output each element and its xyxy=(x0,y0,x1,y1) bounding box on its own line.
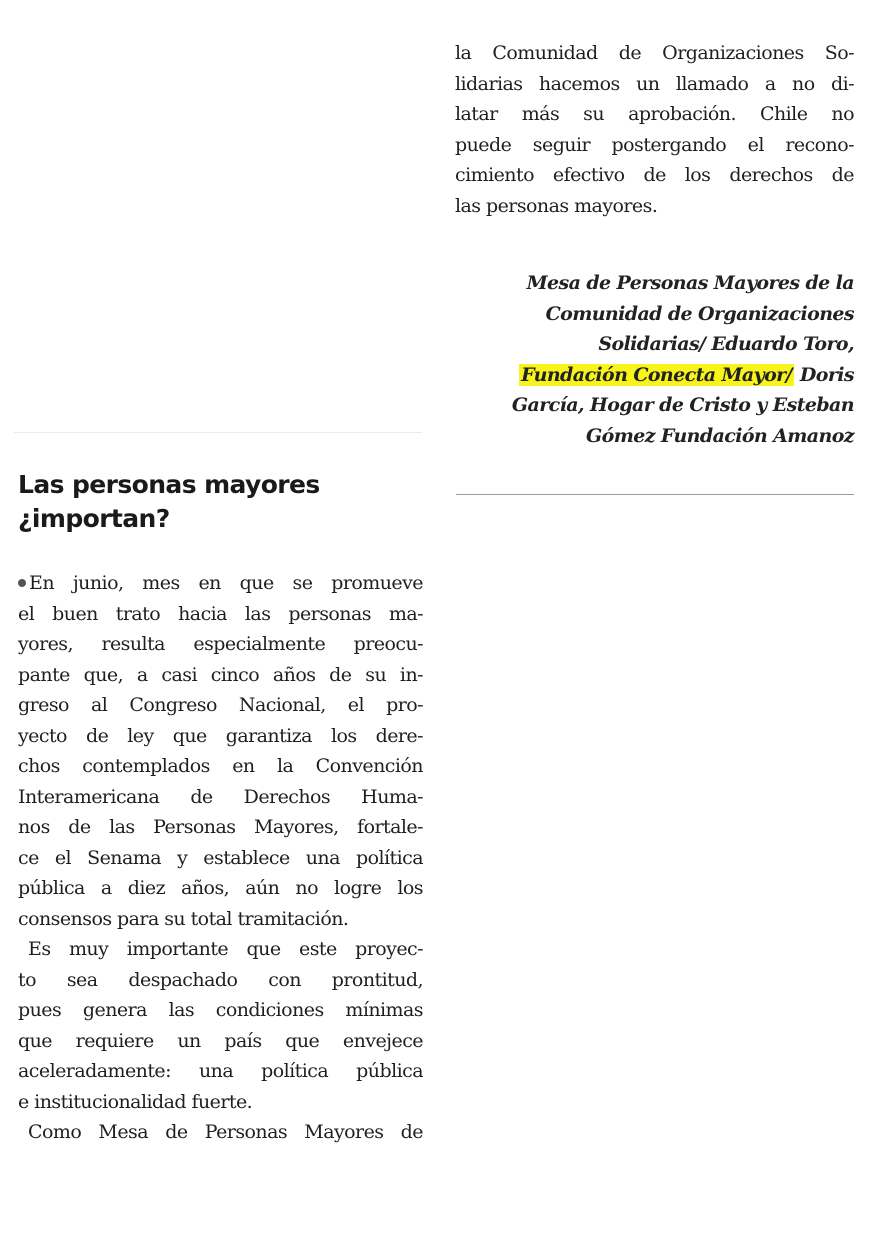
left-column-divider xyxy=(14,432,422,433)
body-line-1 xyxy=(18,568,423,599)
body-line-18: e institucionalidad fuerte. xyxy=(18,1090,253,1113)
body-line-6: yecto de ley que garantiza los dere- xyxy=(18,724,423,747)
body-line-2: el buen trato hacia las personas ma- xyxy=(18,602,423,625)
body-line-9: nos de las Personas Mayores, fortale- xyxy=(18,816,423,838)
signature-block xyxy=(455,268,854,451)
body-line-4: pante que, a casi cinco años de su in- xyxy=(18,663,423,686)
body-line-16: que requiere un país que envejece xyxy=(18,1029,423,1052)
article-headline xyxy=(18,468,320,536)
signature-line-2: Comunidad de Organizaciones xyxy=(545,302,854,325)
signature-line-5: García, Hogar de Cristo y Esteban xyxy=(511,394,854,416)
signature-line-4 xyxy=(455,360,854,391)
body-line-13: Es muy importante que este proyec- xyxy=(28,938,423,960)
body-line-1-text: En junio, mes en que se promueve xyxy=(29,572,423,594)
signature-line-4-rest: Doris xyxy=(793,363,854,386)
continuation-line-5: cimiento efectivo de los derechos de xyxy=(455,164,854,186)
body-line-15: pues genera las condiciones mínimas xyxy=(18,999,423,1021)
continuation-line-1: la Comunidad de Organizaciones So- xyxy=(455,42,854,64)
body-line-14: to sea despachado con prontitud, xyxy=(18,968,423,991)
article-continuation xyxy=(455,38,854,221)
continuation-line-2: lidarias hacemos un llamado a no di- xyxy=(455,72,854,95)
highlighted-organization: Fundación Conecta Mayor/ xyxy=(521,363,792,386)
continuation-line-3: latar más su aprobación. Chile no xyxy=(455,103,854,125)
signature-line-6: Gómez Fundación Amanoz xyxy=(586,424,854,447)
bullet-icon xyxy=(18,579,26,587)
body-line-3: yores, resulta especialmente preocu- xyxy=(18,633,423,655)
headline-line-2: ¿importan? xyxy=(18,504,170,533)
body-line-17: aceleradamente: una política pública xyxy=(18,1060,423,1082)
article-body xyxy=(18,568,423,1148)
body-line-10: ce el Senama y establece una política xyxy=(18,846,423,869)
body-line-7: chos contemplados en la Convención xyxy=(18,755,423,777)
signature-line-1: Mesa de Personas Mayores de la xyxy=(526,272,854,294)
continuation-line-4: puede seguir postergando el recono- xyxy=(455,133,854,156)
headline-line-1: Las personas mayores xyxy=(18,470,320,499)
body-line-5: greso al Congreso Nacional, el pro- xyxy=(18,694,423,716)
signature-line-3: Solidarias/ Eduardo Toro, xyxy=(598,333,854,355)
body-line-8: Interamericana de Derechos Huma- xyxy=(18,785,423,808)
continuation-line-6: las personas mayores. xyxy=(455,194,658,217)
right-column-divider xyxy=(456,494,854,495)
body-line-12: consensos para su total tramitación. xyxy=(18,907,349,930)
body-line-19: Como Mesa de Personas Mayores de xyxy=(28,1121,423,1143)
body-line-11: pública a diez años, aún no logre los xyxy=(18,877,423,899)
